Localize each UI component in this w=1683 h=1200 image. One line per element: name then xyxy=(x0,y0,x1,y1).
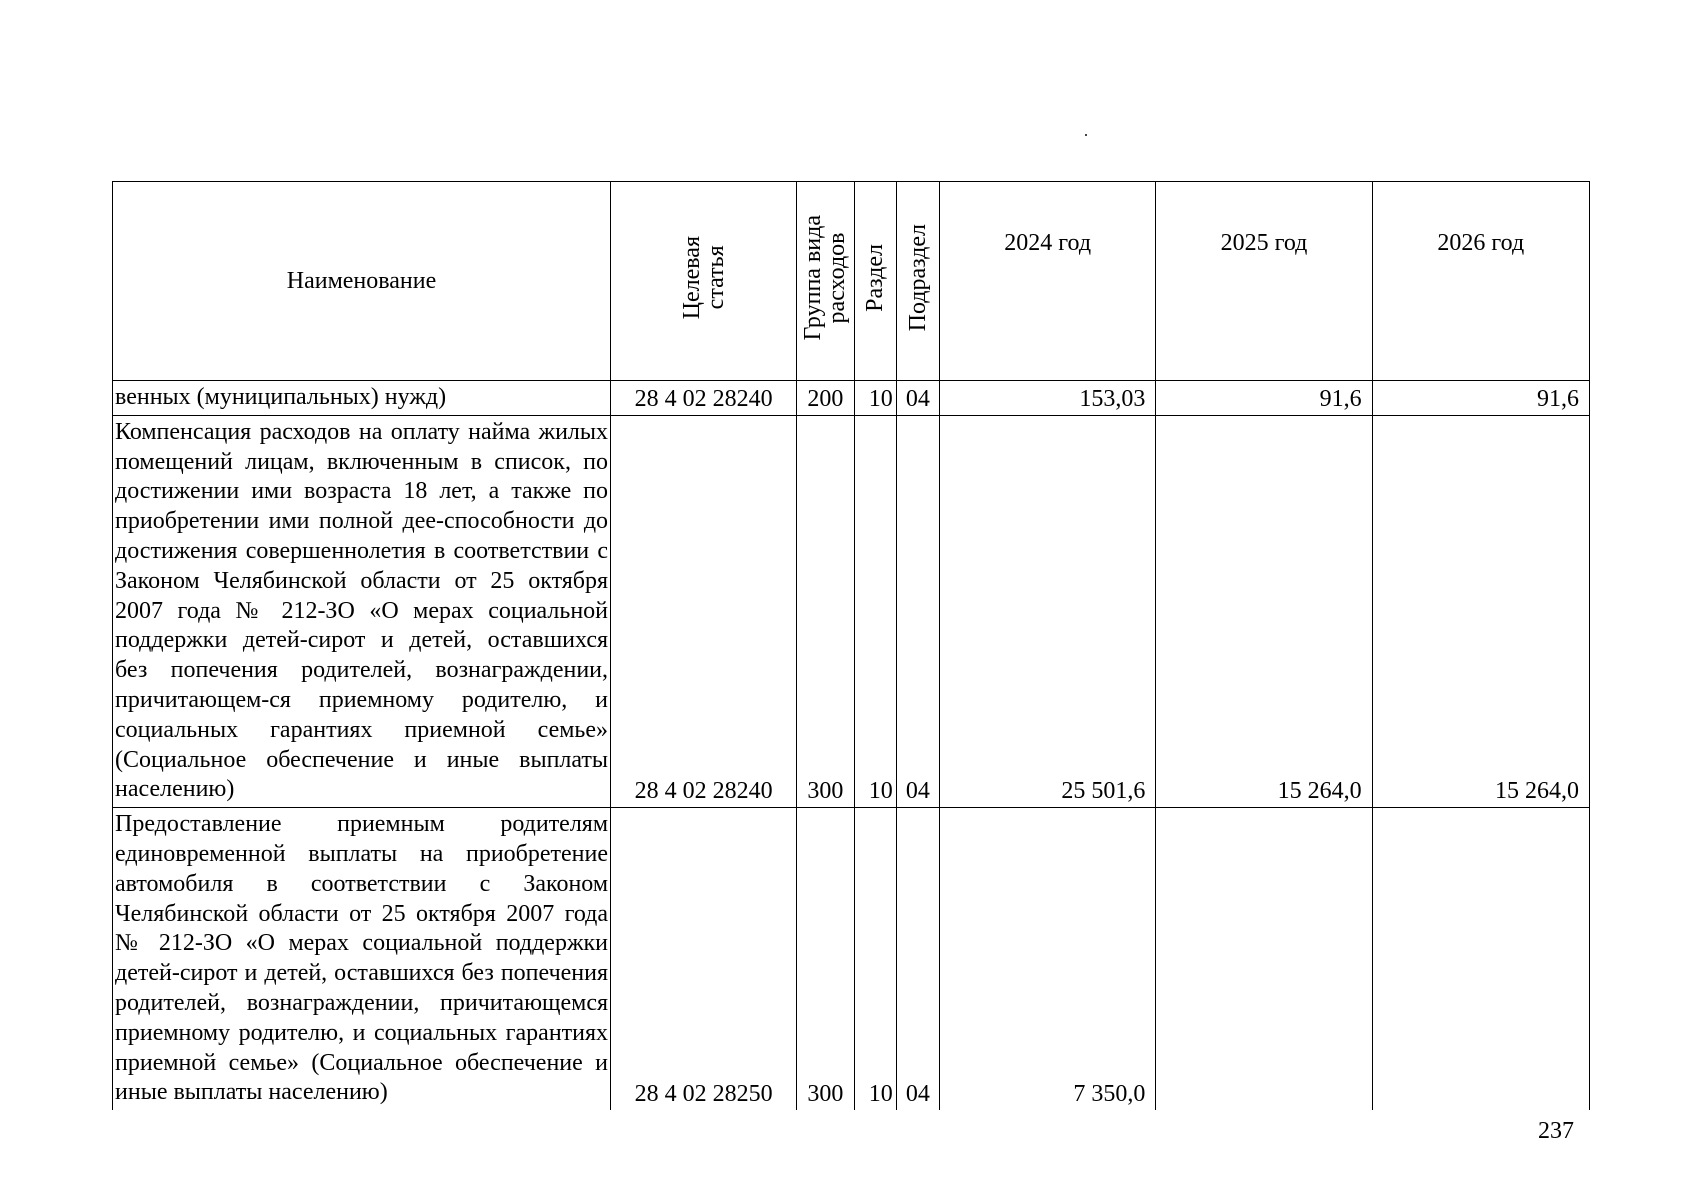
header-expense-group-line1: Группа вида xyxy=(800,214,827,341)
row-name: Предоставление приемным родителям единовременной выплаты на приобретение автомобиля в соответствии с Законом Челябинской области от 25 октября 2007 года № 212-ЗО «О мерах социальной поддержки детей-сирот и детей, оставшихся без попечения родителей, вознаграждении, причитающемся приемному родителю, и социальных гарантиях приемной семье» (Социальное обеспечение и иные выплаты населению) xyxy=(113,808,611,1110)
row-amount-2026: 91,6 xyxy=(1372,381,1589,416)
row-amount-2024: 153,03 xyxy=(940,381,1156,416)
table-row xyxy=(113,381,1590,416)
header-subsection-label: Подраздел xyxy=(904,223,931,332)
header-section-label: Раздел xyxy=(862,243,889,312)
header-name: Наименование xyxy=(113,182,611,381)
row-subsection: 04 xyxy=(896,381,939,416)
header-subsection xyxy=(896,182,939,381)
row-target-article: 28 4 02 28250 xyxy=(611,808,797,1110)
row-subsection: 04 xyxy=(896,808,939,1110)
budget-table xyxy=(112,181,1590,1110)
row-name: венных (муниципальных) нужд) xyxy=(113,381,611,416)
row-expense-group: 300 xyxy=(797,415,854,807)
row-amount-2026: 15 264,0 xyxy=(1372,415,1589,807)
row-expense-group: 200 xyxy=(797,381,854,416)
stray-mark xyxy=(1085,134,1087,136)
header-year-2026: 2026 год xyxy=(1372,182,1589,381)
header-row xyxy=(113,182,1590,381)
row-amount-2025: 15 264,0 xyxy=(1156,415,1372,807)
header-expense-group xyxy=(797,182,854,381)
page-number: 237 xyxy=(1538,1118,1574,1144)
header-year-2025: 2025 год xyxy=(1156,182,1372,381)
row-name: Компенсация расходов на оплату найма жилых помещений лицам, включенным в список, по достижении ими возраста 18 лет, а также по приобретении ими полной дее-способности до достижения совершеннолетия в соответствии с Законом Челябинской области от 25 октября 2007 года № 212-ЗО «О мерах социальной поддержки детей-сирот и детей, оставшихся без попечения родителей, вознаграждении, причитающем-ся приемному родителю, и социальных гарантиях приемной семье» (Социальное обеспечение и иные выплаты населению) xyxy=(113,415,611,807)
row-target-article: 28 4 02 28240 xyxy=(611,415,797,807)
row-amount-2026 xyxy=(1372,808,1589,1110)
row-amount-2024: 25 501,6 xyxy=(940,415,1156,807)
row-target-article: 28 4 02 28240 xyxy=(611,381,797,416)
row-amount-2025: 91,6 xyxy=(1156,381,1372,416)
row-section: 10 xyxy=(854,415,896,807)
header-target-article xyxy=(611,182,797,381)
header-expense-group-line2: расходов xyxy=(824,232,851,323)
table-row xyxy=(113,808,1590,1110)
header-section xyxy=(854,182,896,381)
row-subsection: 04 xyxy=(896,415,939,807)
header-target-article-line2: статья xyxy=(702,245,729,310)
row-expense-group: 300 xyxy=(797,808,854,1110)
row-amount-2025 xyxy=(1156,808,1372,1110)
row-section: 10 xyxy=(854,381,896,416)
header-year-2024: 2024 год xyxy=(940,182,1156,381)
row-section: 10 xyxy=(854,808,896,1110)
header-target-article-line1: Целевая xyxy=(678,235,705,320)
row-amount-2024: 7 350,0 xyxy=(940,808,1156,1110)
table-row xyxy=(113,415,1590,807)
